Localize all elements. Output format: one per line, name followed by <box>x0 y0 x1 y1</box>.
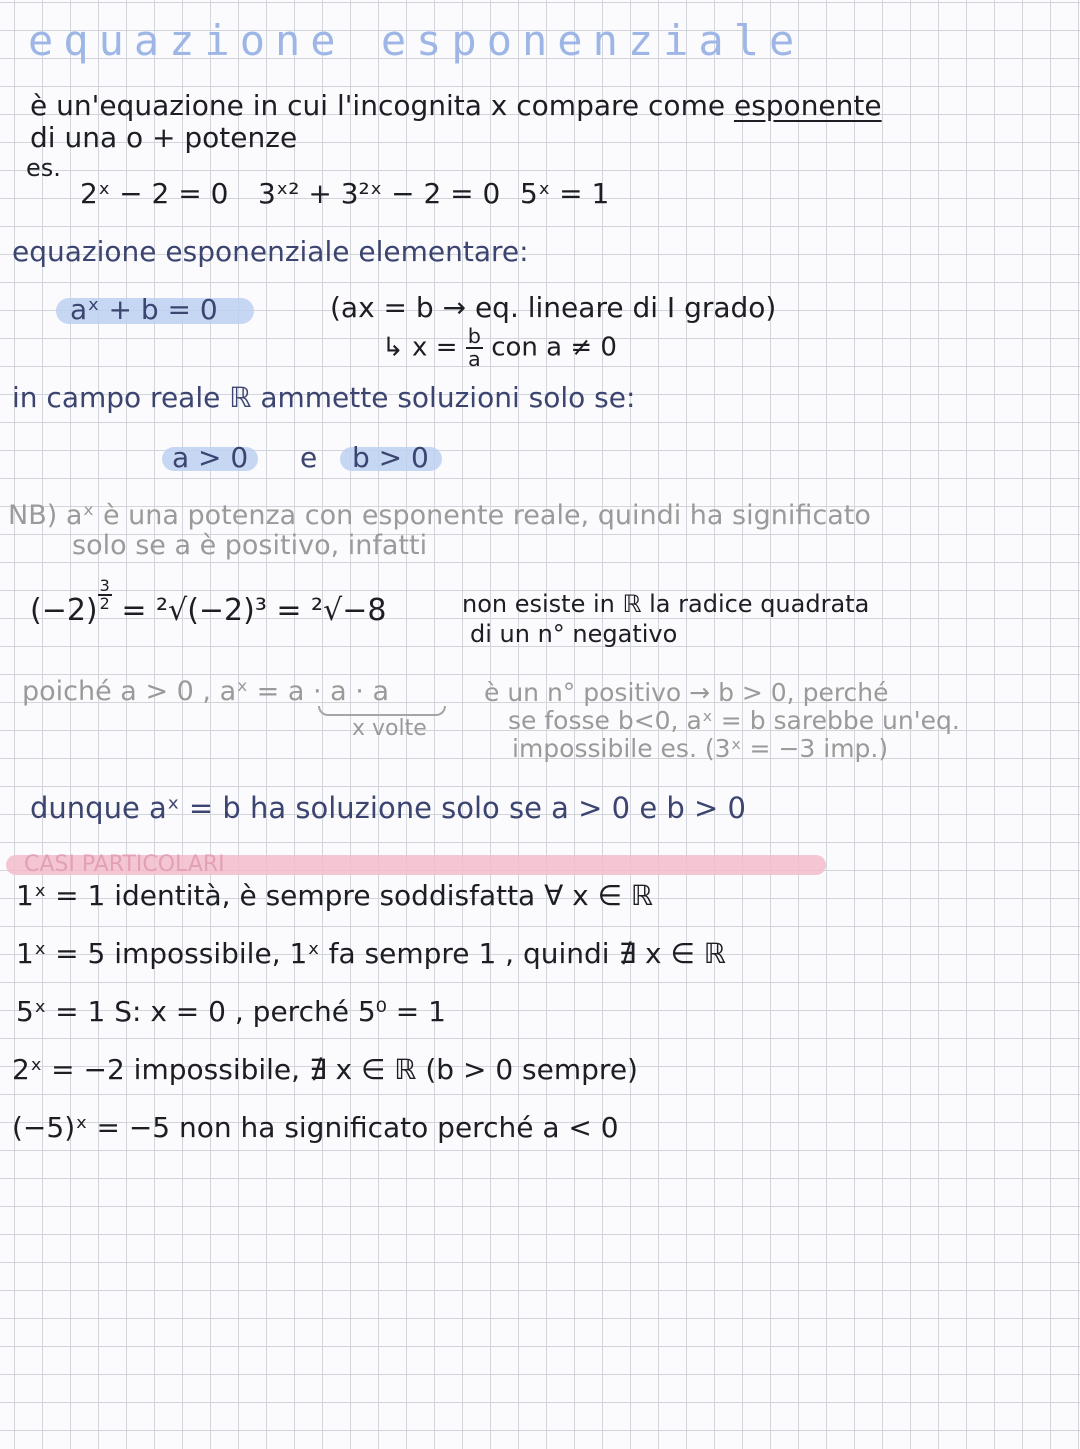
casi-heading: CASI PARTICOLARI <box>24 852 225 877</box>
examples-label: es. <box>26 154 61 182</box>
example-3: 5ˣ = 1 <box>520 177 610 210</box>
linear-solution-prefix: ↳ x = <box>382 332 458 363</box>
definition-line-2: di una o + potenze <box>30 121 298 154</box>
nb-note-line-2: di un n° negativo <box>470 620 678 648</box>
elementare-formula: aˣ + b = 0 <box>70 293 218 326</box>
brace-label: x volte <box>352 716 427 741</box>
brace-shape <box>318 706 446 716</box>
root-example-exponent <box>98 578 112 612</box>
perche-right-line-2: se fosse b<0, aˣ = b sarebbe un'eq. <box>508 706 960 735</box>
definition-keyword: esponente <box>733 89 882 122</box>
page-title: equazione esponenziale <box>28 16 805 65</box>
exponent-denominator: 2 <box>99 594 110 613</box>
exponent-numerator: 3 <box>99 576 110 595</box>
example-2: 3ˣ² + 3²ˣ − 2 = 0 <box>258 177 501 210</box>
conclusion: dunque aˣ = b ha soluzione solo se a > 0 e b > 0 <box>30 791 747 825</box>
fraction-denominator: a <box>467 346 481 371</box>
case-item: 1ˣ = 1 identità, è sempre soddisfatta ∀ x ∈ ℝ <box>16 879 654 912</box>
case-item: 5ˣ = 1 S: x = 0 , perché 5⁰ = 1 <box>16 995 446 1028</box>
case-item: 2ˣ = −2 impossibile, ∄ x ∈ ℝ (b > 0 sempre) <box>12 1053 638 1086</box>
definition-text: è un'equazione in cui l'incognita x compare come <box>30 89 734 122</box>
perche-right-line-1: è un n° positivo → b > 0, perché <box>484 678 889 707</box>
root-example-rest: = ²√(−2)³ = ²√−8 <box>121 593 387 628</box>
condition-text: in campo reale ℝ ammette soluzioni solo se: <box>12 381 636 414</box>
nb-note-line-1: non esiste in ℝ la radice quadrata <box>462 590 870 618</box>
nb-line-2: solo se a è positivo, infatti <box>72 530 428 561</box>
linear-note: (ax = b → eq. lineare di I grado) <box>330 291 777 324</box>
example-1: 2ˣ − 2 = 0 <box>80 177 229 210</box>
b-condition: b > 0 <box>352 441 429 474</box>
condition-conjunction: e <box>300 441 318 474</box>
a-condition: a > 0 <box>172 441 249 474</box>
perche-right-line-3: impossibile es. (3ˣ = −3 imp.) <box>512 734 889 763</box>
linear-solution <box>382 326 617 370</box>
linear-fraction <box>466 326 483 370</box>
nb-line-1: NB) aˣ è una potenza con esponente reale, quindi ha significato <box>8 500 871 531</box>
elementare-heading: equazione esponenziale elementare: <box>12 235 529 268</box>
fraction-numerator: b <box>467 324 481 348</box>
case-item: 1ˣ = 5 impossibile, 1ˣ fa sempre 1 , quindi ∄ x ∈ ℝ <box>16 937 726 970</box>
root-example-base: (−2) <box>30 593 98 628</box>
definition-line-1 <box>30 89 882 122</box>
perche-left: poiché a > 0 , aˣ = a · a · a <box>22 676 390 707</box>
case-item: (−5)ˣ = −5 non ha significato perché a < 0 <box>12 1111 619 1144</box>
linear-solution-suffix: con a ≠ 0 <box>491 332 617 363</box>
root-example <box>30 578 386 626</box>
